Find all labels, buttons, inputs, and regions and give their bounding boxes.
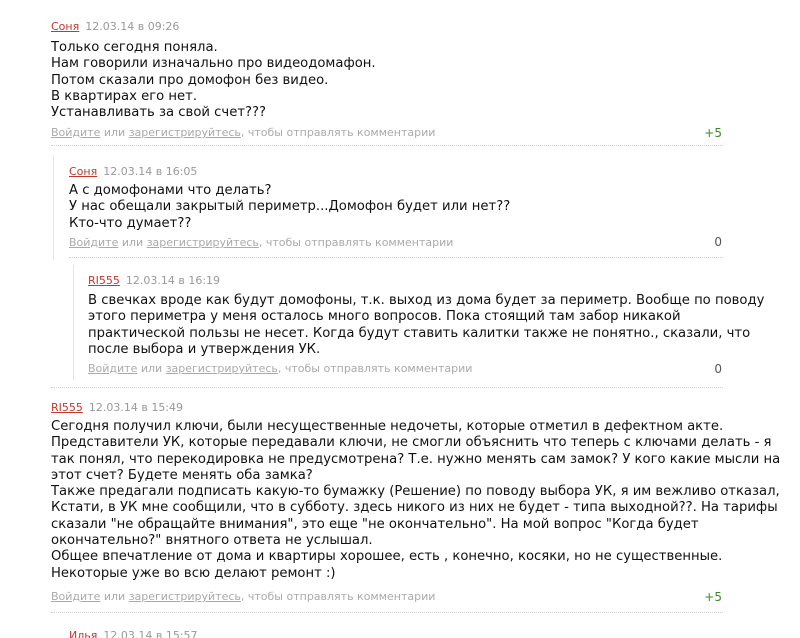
comment-text-line: окончательно?" внятного ответа не услышал.: [51, 533, 373, 549]
comment-score: +5: [704, 590, 722, 604]
footer-suffix-text: , чтобы отправлять комментарии: [240, 126, 436, 139]
comment-divider: [51, 145, 723, 146]
comment-text-line: Кстати, в УК мне сообщили, что в субботу. здесь никого из них не будет - типа выходной??. На тарифы: [51, 500, 778, 516]
footer-or-text: или: [100, 590, 129, 603]
footer-suffix-text: , чтобы отправлять комментарии: [258, 236, 454, 249]
comment-author-link[interactable]: Соня: [51, 20, 80, 33]
comment-text-line: Представители УК, которые передавали ключи, не смогли объяснить что теперь с ключами делать - я: [51, 435, 772, 451]
comment-date: 12.03.14 в 09:26: [85, 20, 180, 33]
comment-text-line: этот счет? Будете менять оба замка?: [51, 467, 313, 483]
footer-suffix-text: , чтобы отправлять комментарии: [277, 362, 473, 375]
comment-divider: [69, 257, 723, 258]
register-link[interactable]: зарегистрируйтесь: [146, 236, 259, 249]
comment-body: [69, 183, 510, 232]
comment-footer: [88, 362, 472, 376]
footer-or-text: или: [137, 362, 166, 375]
comment-author-link[interactable]: RI555: [51, 401, 83, 414]
register-link[interactable]: зарегистрируйтесь: [165, 362, 278, 375]
comment-score: +5: [704, 126, 722, 140]
comment-text-line: Нам говорили изначально про видеодомафон.: [51, 56, 376, 72]
login-link[interactable]: Войдите: [51, 126, 101, 139]
comment-text-line: Устанавливать за свой счет???: [51, 105, 266, 121]
footer-or-text: или: [100, 126, 129, 139]
comment-author-link[interactable]: Илья: [69, 629, 98, 638]
comment-text-line: этого периметра у меня осталось много вопросов. Пока стоящий там забор никакой: [88, 309, 681, 325]
comment-date: 12.03.14 в 16:05: [103, 165, 198, 178]
comment-header: [69, 629, 198, 638]
footer-suffix-text: , чтобы отправлять комментарии: [240, 590, 436, 603]
comment-author-link[interactable]: Соня: [69, 165, 98, 178]
comment-text-line: Потом сказали про домофон без видео.: [51, 72, 329, 88]
comment-divider: [51, 387, 723, 388]
login-link[interactable]: Войдите: [88, 362, 138, 375]
comment-text-line: Также предагали подписать какую-то бумажку (Решение) по поводу выбора УК, я им вежливо отказал,: [51, 484, 780, 500]
login-link[interactable]: Войдите: [51, 590, 101, 603]
comment-header: [69, 165, 197, 179]
comment-date: 12.03.14 в 16:19: [125, 274, 221, 287]
comment-text-line: сказали "не обращайте внимания", это еще "не окончательно". На мой вопрос "Когда будет: [51, 516, 699, 532]
comment-author-link[interactable]: RI555: [88, 274, 120, 287]
comment-footer: [51, 590, 435, 604]
comment-score: 0: [714, 235, 722, 249]
register-link[interactable]: зарегистрируйтесь: [128, 590, 241, 603]
comment-text-line: Общее впечатление от дома и квартиры хорошее, есть , конечно, косяки, но не существенные.: [51, 549, 723, 565]
comment-divider: [51, 612, 723, 613]
comment-text-line: Только сегодня поняла.: [51, 40, 218, 55]
comment-body: [51, 40, 376, 121]
comment-text-line: после выбора и утверждения УК.: [88, 341, 321, 357]
comment-text-line: В свечках вроде как будут домофоны, т.к. выход из дома будет за периметр. Вообще по поводу: [88, 293, 765, 308]
comment-text-line: так понял, что перекодировка не предусмотрена? Т.е. нужно менять сам замок? У кого какие мысли на: [51, 451, 781, 467]
comment-date: 12.03.14 в 15:49: [88, 401, 184, 414]
comment-text-line: Некоторые уже во всю делают ремонт :): [51, 565, 336, 581]
comment-score: 0: [714, 362, 722, 376]
login-link[interactable]: Войдите: [69, 236, 119, 249]
footer-or-text: или: [118, 236, 147, 249]
comment-date: 12.03.14 в 15:57: [103, 629, 198, 638]
comment-body: [88, 293, 764, 358]
thread-line: [73, 265, 74, 380]
comment-body: [51, 419, 780, 582]
comment-footer: [69, 236, 453, 250]
comment-footer: [51, 126, 435, 140]
comment-text-line: А с домофонами что делать?: [69, 183, 272, 198]
comment-header: [88, 274, 220, 288]
register-link[interactable]: зарегистрируйтесь: [128, 126, 241, 139]
thread-line: [53, 155, 54, 260]
comment-text-line: практической пользы не несет. Когда будут ставить калитки также не понятно., сказали, что: [88, 325, 751, 341]
comment-header: [51, 401, 183, 415]
comment-text-line: У нас обещали закрытый периметр...Домофон будет или нет??: [69, 199, 511, 215]
comment-header: [51, 20, 179, 34]
comment-text-line: Сегодня получил ключи, были несущественные недочеты, которые отметил в дефектном акте.: [51, 419, 724, 434]
comment-text-line: Кто-что думает??: [69, 215, 192, 231]
comment-text-line: В квартирах его нет.: [51, 88, 198, 104]
